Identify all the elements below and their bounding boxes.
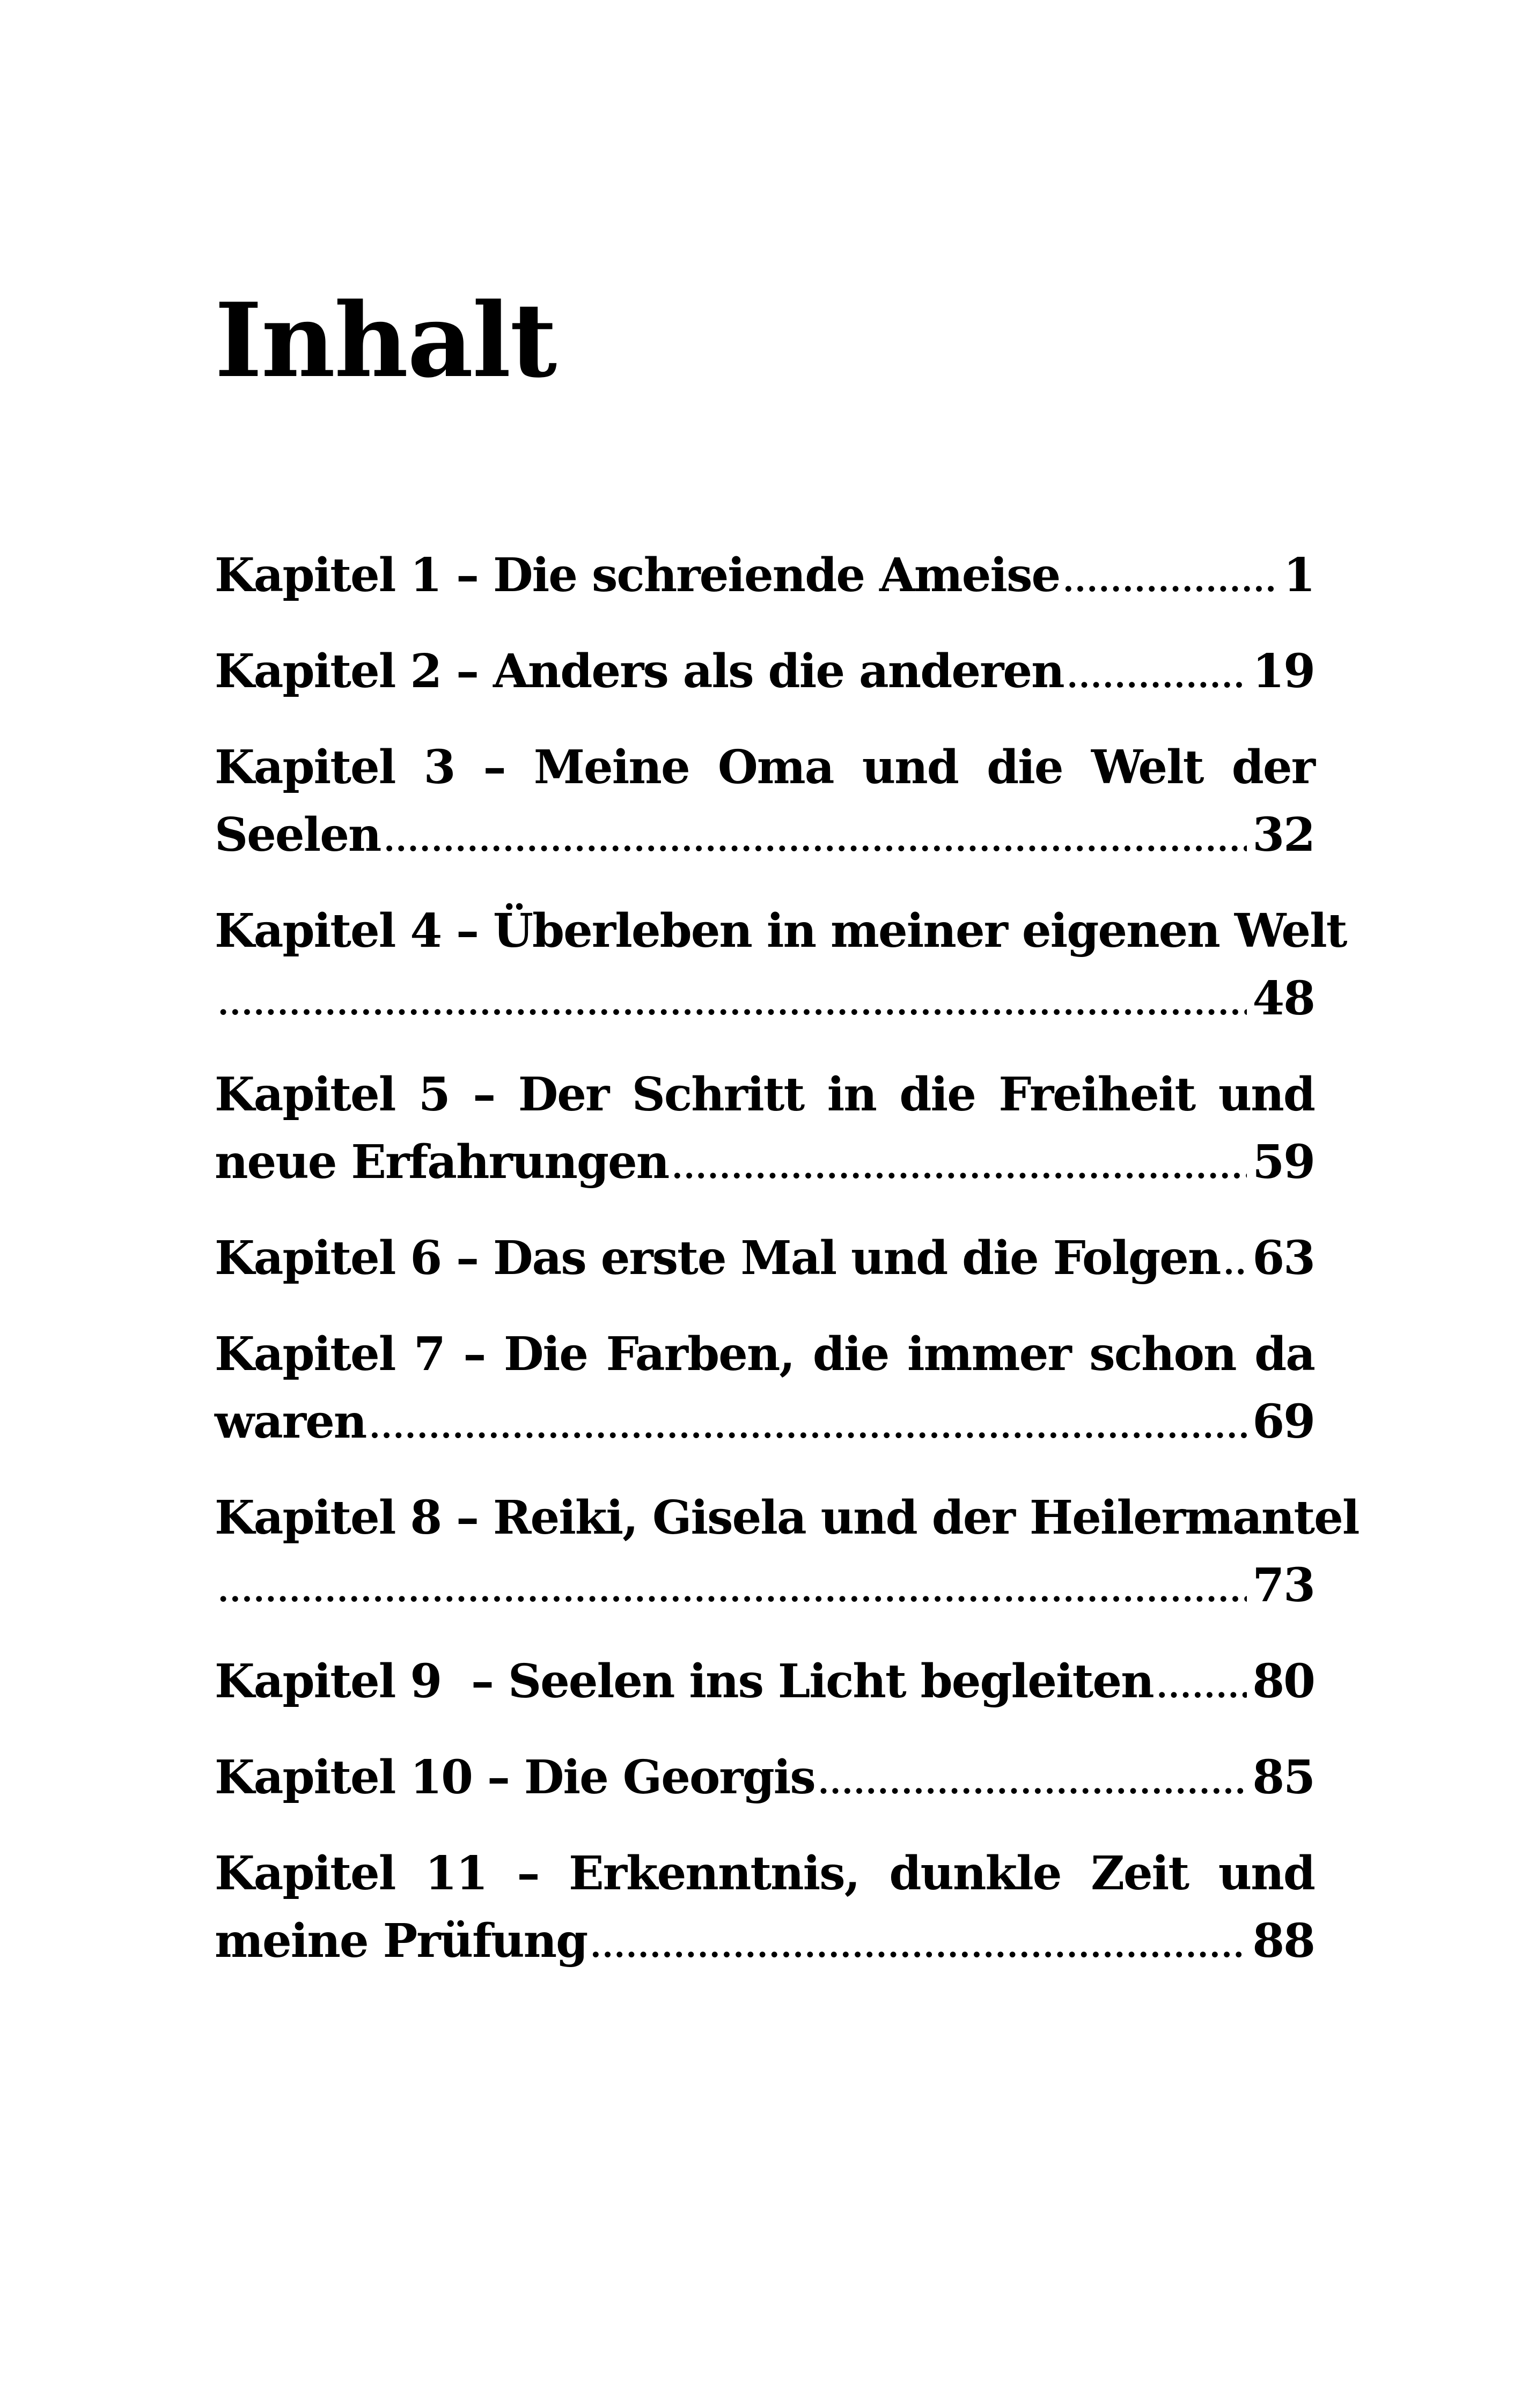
toc-entry-1[interactable] bbox=[215, 542, 1314, 614]
dot-leader bbox=[1067, 638, 1247, 710]
word: und bbox=[1218, 1846, 1314, 1901]
word: und bbox=[1218, 1067, 1314, 1122]
dot-leader bbox=[218, 1552, 1247, 1624]
toc-entry-title-line bbox=[215, 1840, 1314, 1908]
toc-entry-title-line bbox=[215, 1321, 1314, 1388]
word: – bbox=[463, 1327, 486, 1381]
toc-entry-title: Kapitel 1 – Die schreiende Ameise bbox=[215, 548, 1060, 602]
word: die bbox=[987, 740, 1063, 794]
toc-entry-page: 19 bbox=[1252, 644, 1314, 698]
word: Kapitel bbox=[215, 1327, 395, 1381]
word: dunkle bbox=[889, 1846, 1061, 1901]
toc-entry-page: 88 bbox=[1252, 1914, 1314, 1968]
toc-entry-title: Kapitel 2 – Anders als die anderen bbox=[215, 644, 1064, 698]
toc-entry-page: 63 bbox=[1252, 1231, 1314, 1285]
toc-entry-2[interactable] bbox=[215, 638, 1314, 710]
toc-entry-page: 48 bbox=[1252, 971, 1314, 1026]
word: Meine bbox=[533, 740, 689, 794]
word: in bbox=[827, 1067, 876, 1122]
word: – bbox=[473, 1067, 495, 1122]
page-title: Inhalt bbox=[215, 281, 556, 400]
table-of-contents bbox=[215, 542, 1359, 2004]
word: Kapitel bbox=[215, 1067, 395, 1122]
toc-entry-page: 59 bbox=[1252, 1135, 1314, 1189]
toc-entry-title: Kapitel 10 – Die Georgis bbox=[215, 1750, 815, 1805]
dot-leader bbox=[369, 1388, 1247, 1461]
word: 7 bbox=[413, 1327, 445, 1381]
toc-entry-title-continued: waren bbox=[215, 1395, 366, 1449]
dot-leader bbox=[1223, 1225, 1247, 1297]
toc-entry-title: Kapitel 4 – Überleben in meiner eigenen Welt bbox=[215, 904, 1347, 958]
word: – bbox=[517, 1846, 539, 1901]
word: Kapitel bbox=[215, 740, 395, 794]
word: da bbox=[1254, 1327, 1314, 1381]
toc-entry-page: 85 bbox=[1252, 1750, 1314, 1805]
toc-entry-page: 80 bbox=[1252, 1654, 1314, 1709]
word: die bbox=[899, 1067, 975, 1122]
word: Welt bbox=[1091, 740, 1203, 794]
word: immer bbox=[907, 1327, 1071, 1381]
toc-entry-title-continued: Seelen bbox=[215, 808, 381, 862]
toc-entry-7[interactable] bbox=[215, 1321, 1314, 1461]
word: Die bbox=[504, 1327, 587, 1381]
dot-leader bbox=[1063, 542, 1278, 614]
toc-entry-title-line bbox=[215, 1061, 1314, 1129]
word: der bbox=[1231, 740, 1314, 794]
toc-entry-page: 73 bbox=[1252, 1558, 1314, 1612]
dot-leader bbox=[590, 1908, 1247, 1980]
toc-entry-3[interactable] bbox=[215, 734, 1314, 874]
toc-entry-11[interactable] bbox=[215, 1840, 1314, 1980]
word: Farben, bbox=[606, 1327, 795, 1381]
toc-entry-title: Kapitel 6 – Das erste Mal und die Folgen bbox=[215, 1231, 1221, 1285]
toc-entry-5[interactable] bbox=[215, 1061, 1314, 1201]
toc-entry-8[interactable] bbox=[215, 1484, 1359, 1624]
toc-entry-10[interactable] bbox=[215, 1744, 1314, 1816]
dot-leader bbox=[672, 1129, 1247, 1201]
dot-leader bbox=[818, 1744, 1247, 1816]
word: 3 bbox=[423, 740, 455, 794]
word: Oma bbox=[717, 740, 834, 794]
toc-entry-title-continued: meine Prüfung bbox=[215, 1914, 587, 1968]
word: Der bbox=[518, 1067, 609, 1122]
word: Zeit bbox=[1091, 1846, 1189, 1901]
word: – bbox=[483, 740, 505, 794]
dot-leader bbox=[384, 801, 1247, 874]
toc-entry-4[interactable] bbox=[215, 897, 1347, 1037]
word: schon bbox=[1089, 1327, 1236, 1381]
word: Kapitel bbox=[215, 1846, 395, 1901]
toc-entry-title: Kapitel 8 – Reiki, Gisela und der Heilermantel bbox=[215, 1491, 1359, 1545]
toc-entry-page: 32 bbox=[1252, 808, 1314, 862]
word: Schritt bbox=[631, 1067, 804, 1122]
word: 11 bbox=[425, 1846, 487, 1901]
toc-entry-page: 69 bbox=[1252, 1395, 1314, 1449]
word: 5 bbox=[418, 1067, 450, 1122]
dot-leader bbox=[218, 965, 1247, 1037]
toc-entry-title-continued: neue Erfahrungen bbox=[215, 1135, 669, 1189]
toc-entry-title-line bbox=[215, 734, 1314, 801]
toc-entry-title: Kapitel 9 – Seelen ins Licht begleiten bbox=[215, 1654, 1153, 1709]
word: und bbox=[862, 740, 958, 794]
word: Erkenntnis, bbox=[569, 1846, 859, 1901]
toc-entry-6[interactable] bbox=[215, 1225, 1314, 1297]
word: Freiheit bbox=[998, 1067, 1195, 1122]
word: die bbox=[812, 1327, 889, 1381]
toc-entry-9[interactable] bbox=[215, 1648, 1314, 1720]
toc-entry-page: 1 bbox=[1283, 548, 1314, 602]
dot-leader bbox=[1157, 1648, 1247, 1720]
